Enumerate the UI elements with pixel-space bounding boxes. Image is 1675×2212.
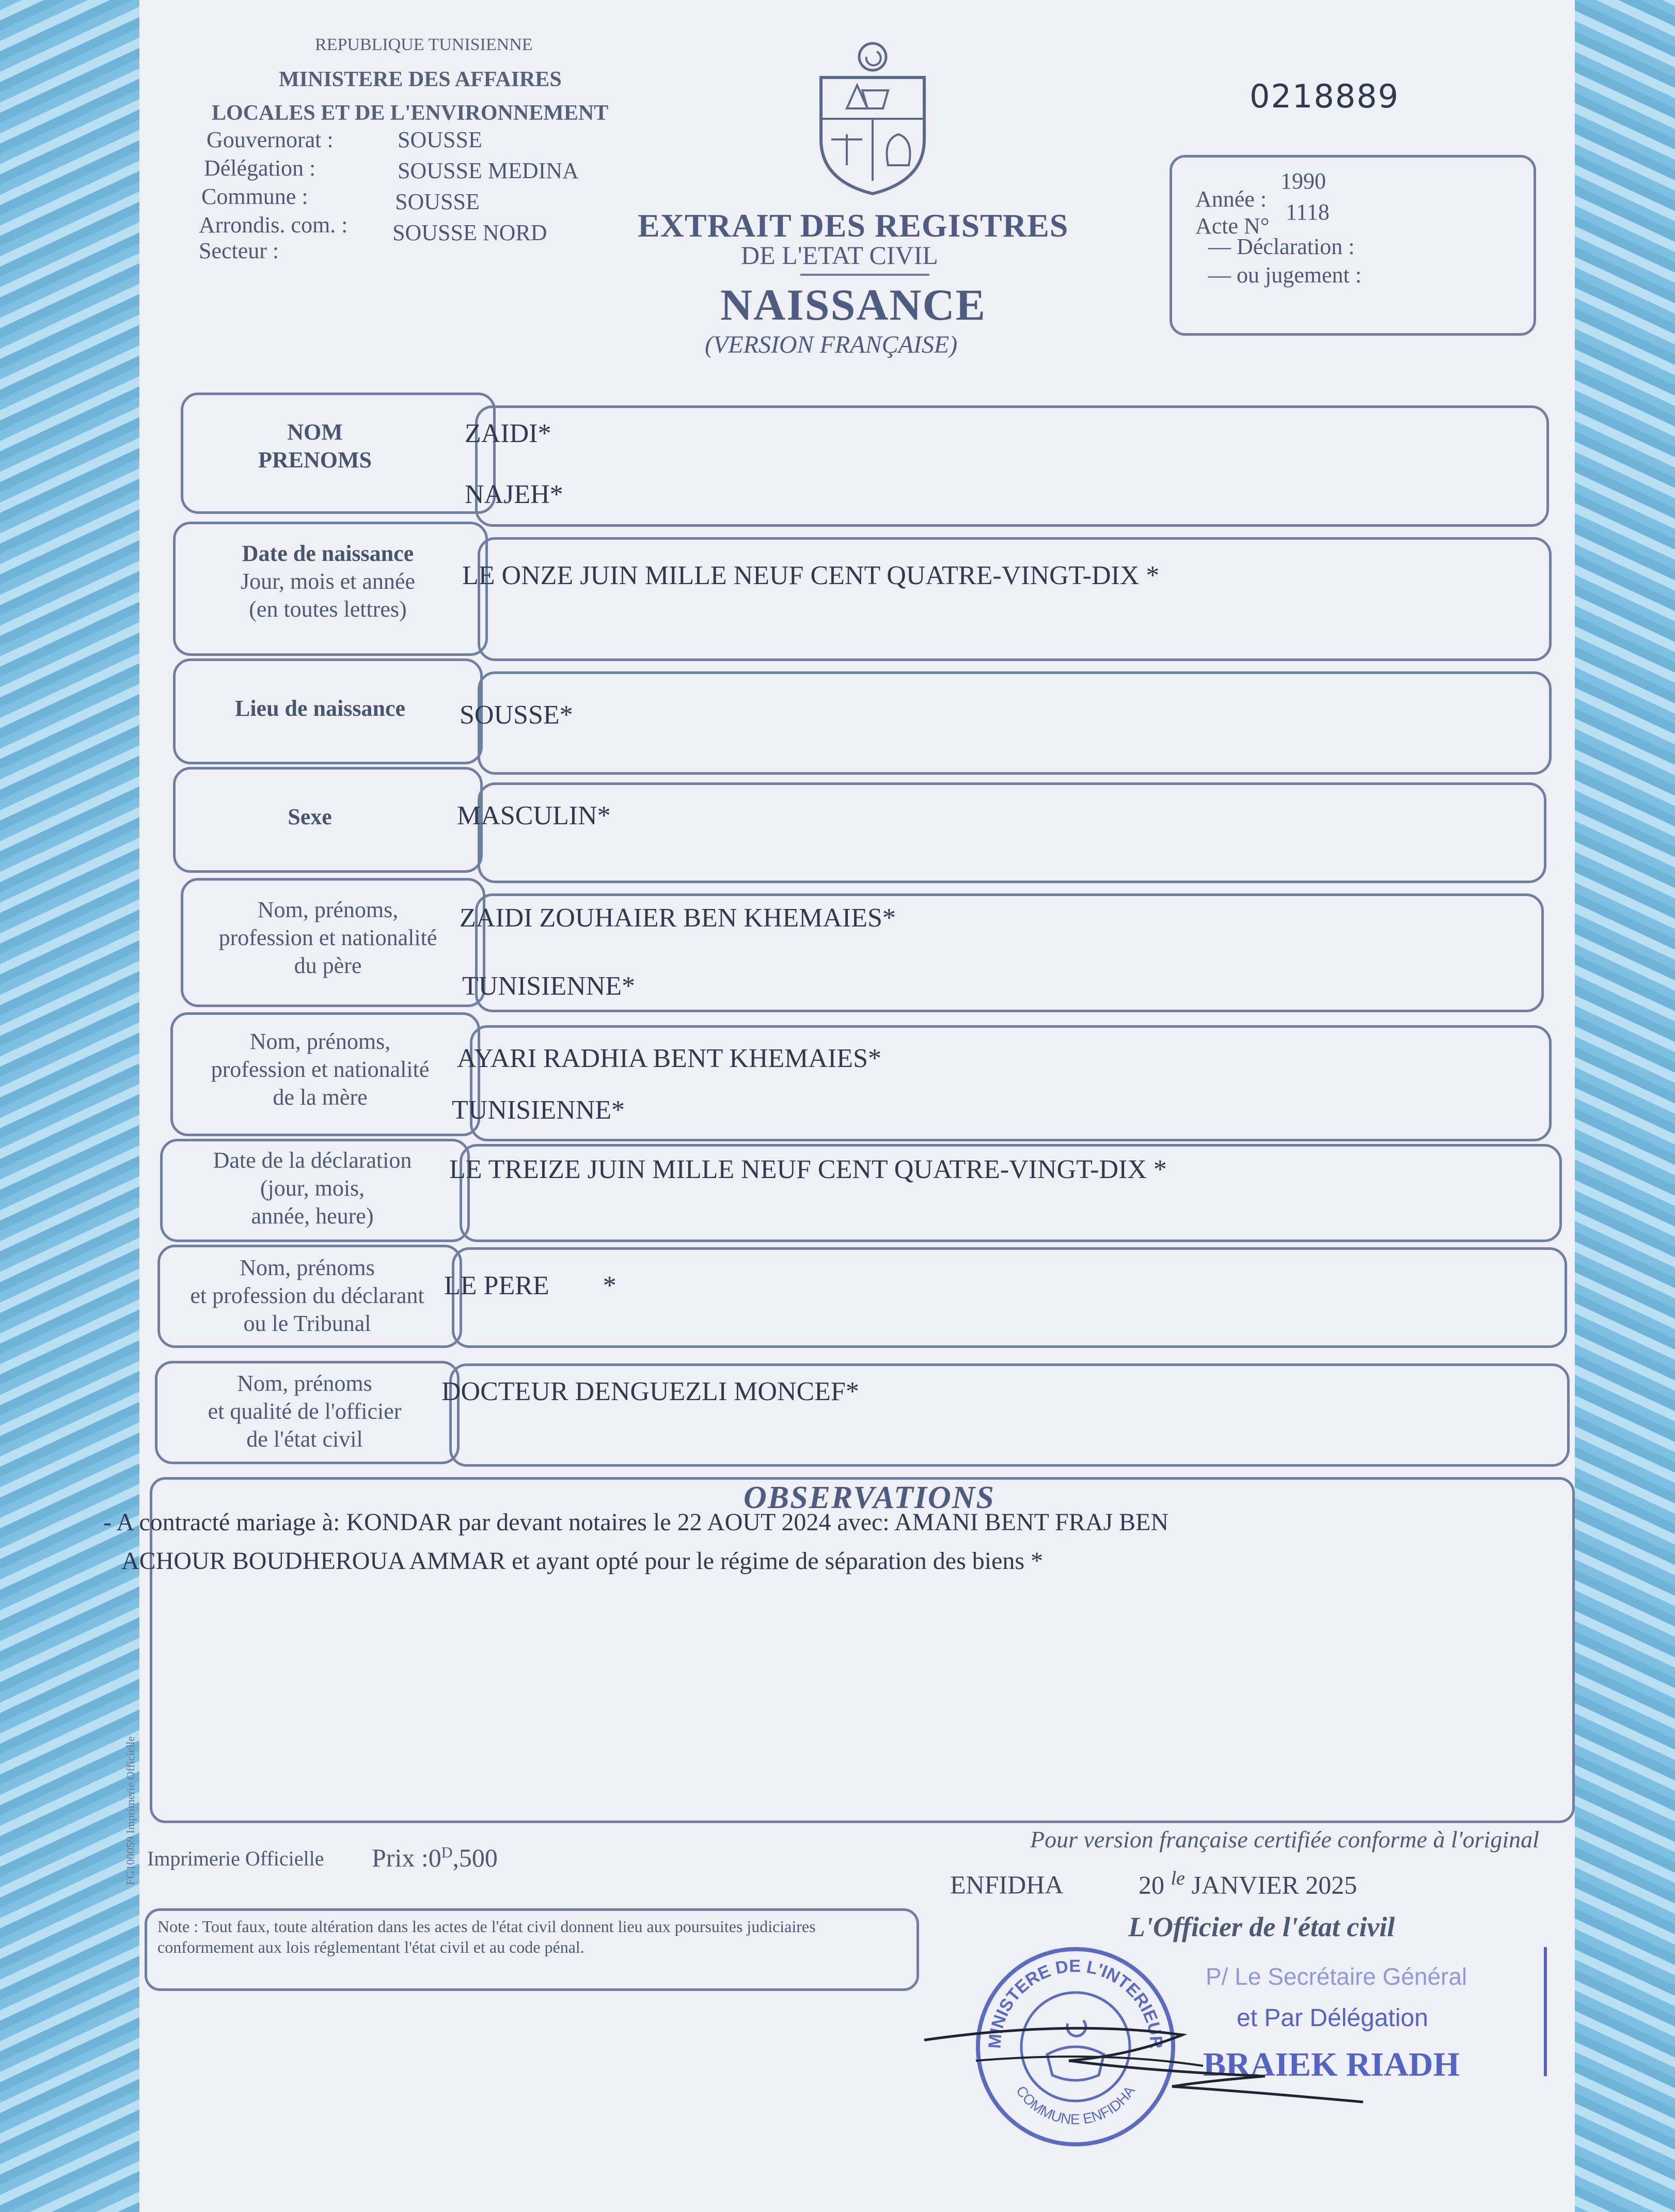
father-label: Nom, prénoms, profession et nationalité du père	[218, 897, 437, 978]
title-rule	[800, 274, 929, 276]
secteur-label: Secteur :	[199, 238, 279, 263]
stamp-ring-bottom-text: COMMUNE ENFIDHA	[1013, 2083, 1139, 2128]
prenom-value: NAJEH*	[465, 480, 563, 509]
birthdate-value: LE ONZE JUIN MILLE NEUF CENT QUATRE-VINGT-DIX *	[462, 561, 1160, 590]
father-name-value: ZAIDI ZOUHAIER BEN KHEMAIES*	[460, 903, 896, 933]
observations-line2: ACHOUR BOUDHEROUA AMMAR et ayant opté pour le régime de séparation des biens *	[121, 1547, 1044, 1575]
sex-label: Sexe	[288, 804, 332, 829]
ministry-line1: MINISTERE DES AFFAIRES	[279, 68, 562, 91]
mother-name-value: AYARI RADHIA BENT KHEMAIES*	[457, 1044, 881, 1073]
row-birthdate-value-box	[478, 537, 1552, 661]
title-etat-civil: DE L'ETAT CIVIL	[741, 241, 938, 270]
nom-value: ZAIDI*	[465, 419, 551, 448]
officer-value: DOCTEUR DENGUEZLI MONCEF*	[441, 1377, 859, 1406]
signature-name: BRAIEK RIADH	[1203, 2046, 1460, 2083]
printer-name: Imprimerie Officielle	[147, 1847, 324, 1870]
jugement-label: — ou jugement :	[1208, 262, 1362, 288]
declarant-label: Nom, prénoms et profession du déclarant ou le Tribunal	[190, 1255, 424, 1336]
officer-title: L'Officier de l'état civil	[1128, 1911, 1395, 1942]
tunisian-coat-of-arms-icon	[811, 41, 935, 196]
officer-label: Nom, prénoms et qualité de l'officier de l'état civil	[208, 1371, 402, 1452]
annee-value: 1990	[1281, 168, 1326, 194]
certified-text: Pour version française certifiée conforme à l'original	[1030, 1826, 1539, 1853]
sex-value: MASCULIN*	[457, 801, 611, 830]
birthplace-label: Lieu de naissance	[234, 696, 406, 721]
acte-value: 1118	[1286, 199, 1330, 225]
mother-nationality-value: TUNISIENNE*	[452, 1095, 625, 1125]
serial-number: 0218889	[1250, 77, 1400, 115]
row-sex-value-box	[478, 782, 1546, 883]
father-nationality-value: TUNISIENNE*	[462, 971, 636, 1001]
issue-date: 20 $^{le}$ JANVIER 2025	[1139, 1868, 1357, 1900]
nom-label: NOM PRENOMS	[258, 419, 372, 473]
mother-label: Nom, prénoms, profession et nationalité de la mère	[211, 1029, 430, 1110]
declaration-label: — Déclaration :	[1208, 234, 1355, 259]
birthdate-label: Date de naissance Jour, mois et année (en toutes lettres)	[241, 541, 415, 622]
gouvernorat-value: SOUSSE	[398, 127, 482, 152]
issue-place: ENFIDHA	[950, 1870, 1064, 1899]
gouvernorat-label: Gouvernorat :	[207, 127, 334, 152]
price: Prix $:0^D,500$	[372, 1843, 498, 1872]
ministry-line2: LOCALES ET DE L'ENVIRONNEMENT	[212, 101, 609, 125]
title-naissance: NAISSANCE	[720, 280, 987, 330]
signature-line1: P/ Le Secrétaire Général	[1206, 1963, 1467, 1990]
declarant-value: LE PERE *	[444, 1271, 617, 1300]
row-declarant-value-box	[452, 1247, 1567, 1348]
commune-label: Commune :	[201, 184, 308, 209]
republic-heading: REPUBLIQUE TUNISIENNE	[315, 35, 533, 54]
row-mother-value-box	[470, 1025, 1552, 1141]
birth-certificate-document: REPUBLIQUE TUNISIENNE MINISTERE DES AFFAIRES LOCALES ET DE L'ENVIRONNEMENT Gouvernorat : SOUSSE Délégation : SOUSSE MEDINA Commune : SOUSSE Arrondis. com. : SOUSSE NORD Secteur : 0218889 EXTRAIT DES REGISTRES DE L'ETAT CIVIL NAISSANCE (VERSION FRANÇAISE) Année : 1990 Acte N° 1118 — Déclaration : — ou jugement : NOM PRENOMS ZAIDI* NAJEH* Date de naissance Jour, mois et année (en toutes lettres) LE ONZE JUIN MILLE NEUF CENT QUATRE-VINGT-DIX * Lieu de naissance SOUSSE* Sexe MASCULIN* Nom, prénoms, profession et nationalité du père ZAIDI ZOUHAIER BEN KHEMAIES* TUNISIENNE* Nom, prénoms, profession et nationalité de la mère AYARI RADHIA BENT KHEMAIES* TUNISIENNE* Date de la déclaration (jour, mois, année, heure) LE TREIZE JUIN MILLE NEUF CENT QUATRE-VINGT-DIX * Nom, prénoms et profession du déclarant ou le Tribunal LE PERE * Nom, prénoms et qualité de l'officier de l'état civil DOCTEUR DENGUEZLI MONCEF* OBSERVATIONS - A contracté mariage à: KONDAR par devant notaires le 22 AOUT 2024 avec: AMANI BENT FRAJ BEN ACHOUR BOUDHEROUA AMMAR et ayant opté pour le régime de séparation des biens * FG100059 Imprimerie Officielle Imprimerie Officielle Prix $:0^D,500$ Pour version française certifiée conforme à l'original ENFIDHA 20 $^{le}$ JANVIER 2025 L'Officier de l'état civil Note : Tout faux, toute altération dans les actes de l'état civil donnent lieu aux poursuites judiciaires conformement aux lois réglementant l'état civil et au code pénal. MINISTERE DE L'INTERIEUR COMMUNE ENFIDHA P/ Le Secrétaire Général et Par Délégation BRAIEK RIADH	[139, 0, 1575, 2212]
handwritten-signature	[914, 1999, 1379, 2112]
commune-value: SOUSSE	[395, 189, 480, 214]
declaration-date-label: Date de la déclaration (jour, mois, année, heure)	[213, 1148, 412, 1229]
title-extrait: EXTRAIT DES REGISTRES	[638, 207, 1069, 244]
acte-label: Acte N°	[1195, 213, 1270, 239]
legal-note: Note : Tout faux, toute altération dans les actes de l'état civil donnent lieu aux poursuites judiciaires conformement aux lois réglementant l'état civil et au code pénal.	[157, 1917, 816, 1956]
signature-line2: et Par Délégation	[1237, 2004, 1428, 2032]
annee-label: Année :	[1195, 186, 1267, 212]
arrondis-value: SOUSSE NORD	[392, 220, 547, 245]
title-version: (VERSION FRANÇAISE)	[705, 331, 958, 358]
row-birthplace-value-box	[478, 671, 1552, 775]
birthplace-value: SOUSSE*	[460, 700, 573, 730]
delegation-label: Délégation :	[204, 155, 316, 181]
declaration-date-value: LE TREIZE JUIN MILLE NEUF CENT QUATRE-VINGT-DIX *	[449, 1155, 1167, 1184]
row-name-value-box	[475, 405, 1549, 527]
delegation-value: SOUSSE MEDINA	[398, 158, 579, 183]
stamp-ring-top-text: MINISTERE DE L'INTERIEUR	[985, 1956, 1166, 2049]
observations-line1: - A contracté mariage à: KONDAR par devant notaires le 22 AOUT 2024 avec: AMANI BENT FRAJ BEN	[103, 1509, 1169, 1536]
decorative-right-border	[1567, 0, 1675, 2212]
observations-title: OBSERVATIONS	[744, 1480, 995, 1515]
arrondis-label: Arrondis. com. :	[199, 212, 348, 238]
